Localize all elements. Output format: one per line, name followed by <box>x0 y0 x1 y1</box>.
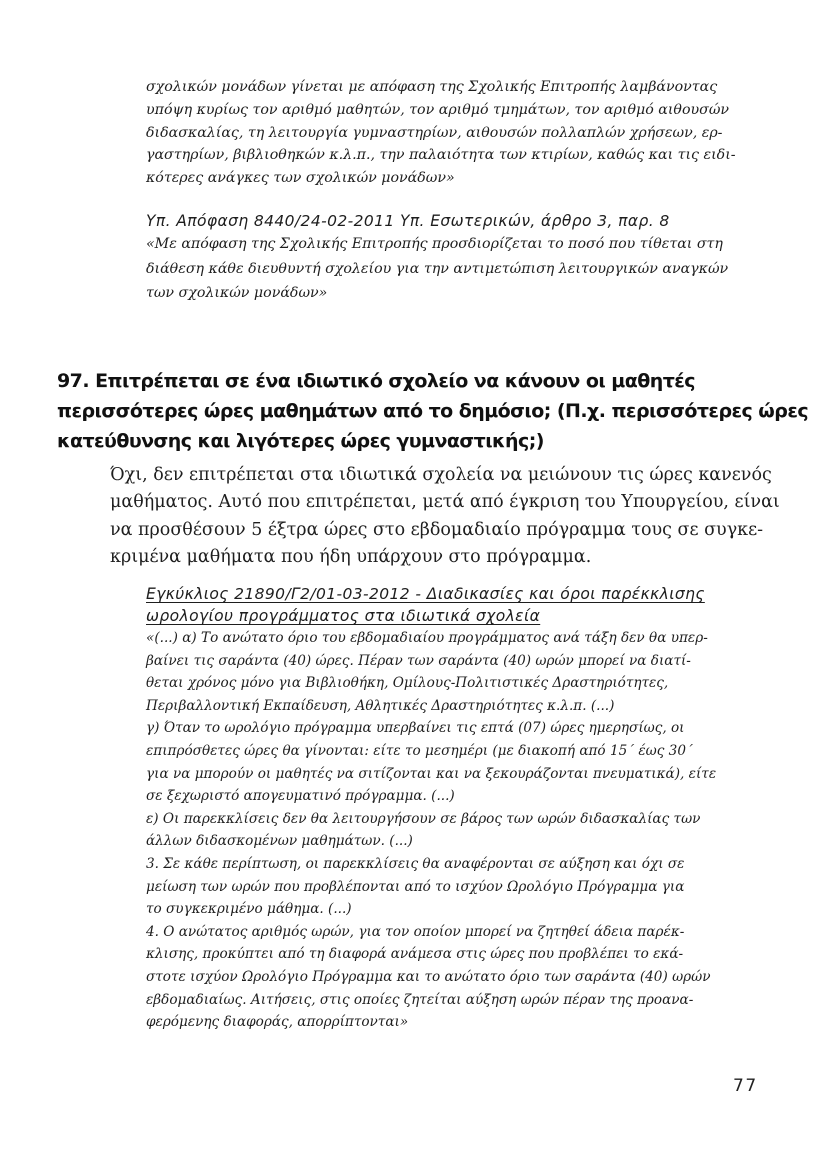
text-line: ε) Οι παρεκκλίσεις δεν θα λειτουργήσουν σε βάρος των ωρών διδασκαλίας των <box>146 810 701 827</box>
text-line: κριμένα μαθήματα που ήδη υπάρχουν στο πρόγραμμα. <box>110 546 592 567</box>
reference-block-2 <box>146 583 726 1034</box>
text-line: υπόψη κυρίως τον αριθμό μαθητών, τον αριθμό τμημάτων, τον αριθμό αιθουσών <box>146 101 730 118</box>
reference-quote <box>146 627 726 1034</box>
text-line: να προσθέσουν 5 έξτρα ώρες στο εβδομαδιαίο πρόγραμμα τους σε συγκε- <box>110 519 764 540</box>
answer-paragraph <box>110 462 780 571</box>
reference-heading: Υπ. Απόφαση 8440/24-02-2011 Υπ. Εσωτερικών, άρθρο 3, παρ. 8 <box>146 212 670 230</box>
text-line: 4. Ο ανώτατος αριθμός ωρών, για τον οποίον μπορεί να ζητηθεί άδεια παρέκ- <box>146 923 685 940</box>
text-line: μαθήματος. Αυτό που επιτρέπεται, μετά από έγκριση του Υπουργείου, είναι <box>110 492 780 513</box>
text-line: «Με απόφαση της Σχολικής Επιτροπής προσδιορίζεται το ποσό που τίθεται στη <box>146 236 723 252</box>
text-line: επιπρόσθετες ώρες θα γίνονται: είτε το μεσημέρι (με διακοπή από 15΄ έως 30΄ <box>146 742 693 759</box>
text-line: «(...) α) Το ανώτατο όριο του εβδομαδιαίου προγράμματος ανά τάξη δεν θα υπερ- <box>146 630 708 646</box>
text-line: διδασκαλίας, τη λειτουργία γυμναστηρίων, αιθουσών πολλαπλών χρήσεων, ερ- <box>146 124 723 141</box>
text-line: Όχι, δεν επιτρέπεται στα ιδιωτικά σχολεία να μειώνουν τις ώρες κανενός <box>110 465 772 485</box>
question-heading <box>57 366 809 456</box>
quote-continuation <box>146 76 736 190</box>
reference-heading: Εγκύκλιος 21890/Γ2/01-03-2012 - Διαδικασίες και όροι παρέκκλισης <box>146 585 705 603</box>
text-line: βαίνει τις σαράντα (40) ώρες. Πέραν των σαράντα (40) ωρών μπορεί να διατί- <box>146 652 691 669</box>
text-line: γ) Όταν το ωρολόγιο πρόγραμμα υπερβαίνει τις επτά (07) ώρες ημερησίως, οι <box>146 720 685 737</box>
text-line: Περιβαλλοντική Εκπαίδευση, Αθλητικές Δραστηριότητες κ.λ.π. (...) <box>146 697 615 714</box>
page-number: 77 <box>733 1076 758 1096</box>
text-line: των σχολικών μονάδων» <box>146 285 328 301</box>
reference-block-1 <box>146 210 729 306</box>
reference-quote <box>146 232 729 306</box>
heading-line: 97. Επιτρέπεται σε ένα ιδιωτικό σχολείο να κάνουν οι μαθητές <box>57 370 696 392</box>
text-line: στοτε ισχύον Ωρολόγιο Πρόγραμμα και το ανώτατο όριο των σαράντα (40) ωρών <box>146 968 711 985</box>
text-line: εβδομαδιαίως. Αιτήσεις, στις οποίες ζητείται αύξηση ωρών πέραν της προανα- <box>146 991 694 1008</box>
text-line: κότερες ανάγκες των σχολικών μονάδων» <box>146 170 455 187</box>
text-line: 3. Σε κάθε περίπτωση, οι παρεκκλίσεις θα αναφέρονται σε αύξηση και όχι σε <box>146 855 685 872</box>
reference-heading: ωρολογίου προγράμματος στα ιδιωτικά σχολεία <box>146 607 541 625</box>
text-line: σχολικών μονάδων γίνεται με απόφαση της Σχολικής Επιτροπής λαμβάνοντας <box>146 79 718 95</box>
heading-line: κατεύθυνσης και λιγότερες ώρες γυμναστικής;) <box>57 430 544 452</box>
text-line: το συγκεκριμένο μάθημα. (...) <box>146 901 352 918</box>
text-line: διάθεση κάθε διευθυντή σχολείου για την αντιμετώπιση λειτουργικών αναγκών <box>146 260 729 277</box>
text-line: άλλων διδασκομένων μαθημάτων. (...) <box>146 833 413 850</box>
text-line: για να μπορούν οι μαθητές να σιτίζονται και να ξεκουράζονται πνευματικά), είτε <box>146 765 717 782</box>
text-line: γαστηρίων, βιβλιοθηκών κ.λ.π., την παλαιότητα των κτιρίων, καθώς και τις ειδι- <box>146 147 736 164</box>
text-line: κλισης, προκύπτει από τη διαφορά ανάμεσα στις ώρες που προβλέπει το εκά- <box>146 946 684 963</box>
text-line: φερόμενης διαφοράς, απορρίπτονται» <box>146 1014 409 1031</box>
text-line: θεται χρόνος μόνο για Βιβλιοθήκη, Ομίλους-Πολιτιστικές Δραστηριότητες, <box>146 675 669 692</box>
text-line: μείωση των ωρών που προβλέπονται από το ισχύον Ωρολόγιο Πρόγραμμα για <box>146 878 685 895</box>
text-line: σε ξεχωριστό απογευματινό πρόγραμμα. (...) <box>146 788 455 805</box>
heading-line: περισσότερες ώρες μαθημάτων από το δημόσιο; (Π.χ. περισσότερες ώρες <box>57 400 809 422</box>
